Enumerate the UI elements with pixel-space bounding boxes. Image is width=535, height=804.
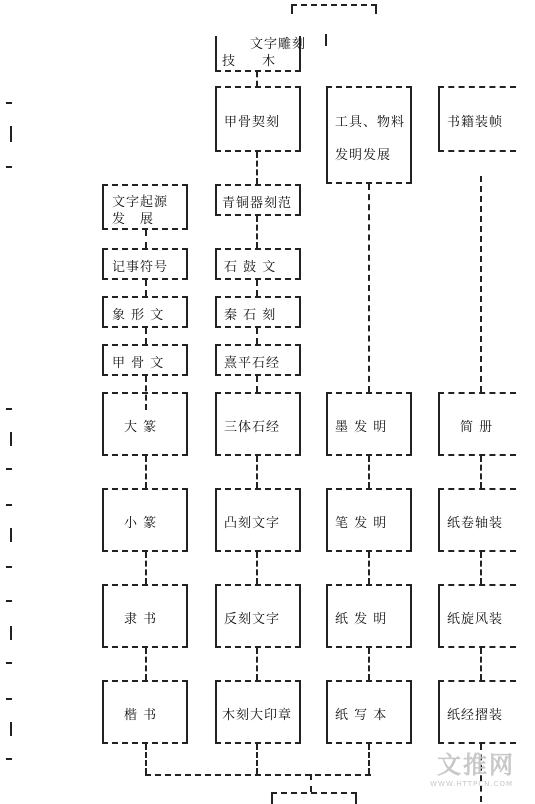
node-label: 反刻文字 [224,612,281,627]
node-tools [326,86,412,184]
connector [145,280,147,296]
connector [480,456,482,488]
watermark-logo: 文推网 [437,751,515,779]
margin-tick [6,166,12,168]
node-label: 熹平石经 [224,356,281,371]
connector [256,648,258,680]
margin-tick [6,468,12,470]
node-label: 象 形 文 [112,308,165,323]
node-label: 简 册 [460,420,494,435]
margin-tick [6,102,12,104]
margin-tick [10,528,12,542]
connector [310,774,312,792]
node-origin-line1: 文字起源 [112,195,169,210]
margin-tick [6,504,12,506]
node-label: 书籍装帧 [447,115,504,130]
watermark-url: WWW.HTTPCN.COM [430,780,513,788]
root-title: 文字雕刻 [250,37,307,52]
margin-tick [10,126,12,142]
node-label: 纸 写 本 [335,708,388,723]
node-label: 大 篆 [124,420,158,435]
node-label: 楷 书 [124,708,158,723]
connector [256,280,258,296]
node-label: 石 鼓 文 [224,260,277,275]
node-label: 纸经摺装 [447,708,504,723]
connector [256,376,258,392]
connector [368,648,370,680]
bottom-bus [145,774,371,776]
root-tick [325,34,327,46]
node-label: 笔 发 明 [335,516,388,531]
connector [368,184,370,392]
connector [145,230,147,248]
connector [480,552,482,584]
connector [256,456,258,488]
node-label: 凸刻文字 [224,516,281,531]
margin-tick [6,758,12,760]
node-label: 木刻大印章 [222,708,293,723]
root-sub-a: 技 [222,54,237,69]
root-connector [256,72,258,86]
connector [256,744,258,774]
margin-tick [10,722,12,736]
connector [256,552,258,584]
node-label: 小 篆 [124,516,158,531]
node-label: 三体石经 [224,420,281,435]
connector [256,328,258,344]
connector [480,176,482,392]
connector [368,552,370,584]
node-tools-line1: 工具、物料 [335,115,406,130]
node-label: 纸卷轴装 [447,516,504,531]
margin-tick [6,662,12,664]
bottom-bracket [271,792,357,804]
node-origin-line2: 发 展 [112,212,155,227]
margin-tick [6,600,12,602]
node-label: 甲骨契刻 [224,115,281,130]
connector [145,552,147,584]
connector [368,456,370,488]
node-label: 隶 书 [124,612,158,627]
connector [145,456,147,488]
node-label: 青铜器刻范 [222,196,293,211]
top-bracket [291,4,377,14]
node-tools-line2: 发明发展 [335,148,392,163]
connector [480,648,482,680]
connector [256,152,258,184]
margin-tick [6,566,12,568]
margin-tick [6,408,12,410]
node-label: 记事符号 [112,260,169,275]
margin-tick [10,432,12,446]
connector [145,744,147,774]
node-label: 秦 石 刻 [224,308,277,323]
node-label: 甲 骨 文 [112,356,165,371]
margin-tick [6,698,12,700]
connector [256,216,258,248]
node-label: 纸 发 明 [335,612,388,627]
connector [145,328,147,344]
node-label: 墨 发 明 [335,420,388,435]
connector [145,648,147,680]
margin-tick [10,626,12,640]
connector [368,744,370,774]
node-label: 纸旋风装 [447,612,504,627]
root-sub-b: 木 [262,54,277,69]
